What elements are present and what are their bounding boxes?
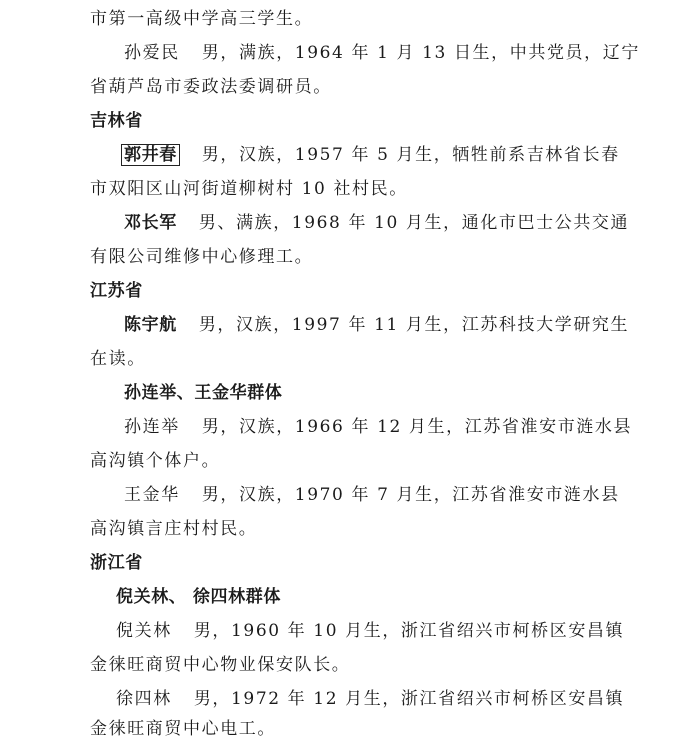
person-entry-line <box>124 144 677 166</box>
person-details: 男，满族，1964 年 1 月 13 日生，中共党员，辽宁 <box>201 43 640 63</box>
person-name: 孙爱民 <box>124 43 180 63</box>
person-name-highlighted: 郭井春 <box>121 144 180 166</box>
person-name: 徐四林 <box>116 689 172 709</box>
person-entry-line <box>116 620 677 642</box>
person-details: 男，1972 年 12 月生，浙江省绍兴市柯桥区安昌镇 <box>193 689 625 709</box>
person-name: 孙连举 <box>124 417 180 437</box>
group-heading <box>116 586 677 608</box>
group-title: 倪关林、 徐四林群体 <box>116 587 281 607</box>
person-details: 男，汉族，1970 年 7 月生，江苏省淮安市涟水县 <box>201 485 620 505</box>
person-name: 王金华 <box>124 485 180 505</box>
line-text: 有限公司维修中心修理工。 <box>90 247 314 267</box>
line-text: 市双阳区山河街道柳树村 10 社村民。 <box>90 179 408 199</box>
person-entry-line <box>124 212 677 234</box>
province-heading-jilin <box>90 110 677 132</box>
province-heading: 吉林省 <box>90 111 143 131</box>
person-details: 男，1960 年 10 月生，浙江省绍兴市柯桥区安昌镇 <box>193 621 625 641</box>
person-entry-line <box>124 314 677 336</box>
province-heading: 浙江省 <box>90 553 143 573</box>
group-heading <box>124 382 677 404</box>
person-details: 男，汉族，1966 年 12 月生，江苏省淮安市涟水县 <box>201 417 633 437</box>
text-line <box>90 76 677 98</box>
person-details: 男、满族，1968 年 10 月生，通化市巴士公共交通 <box>198 213 630 233</box>
line-text: 金徕旺商贸中心电工。 <box>90 719 276 739</box>
text-line <box>90 348 677 370</box>
person-entry-line <box>124 484 677 506</box>
province-heading: 江苏省 <box>90 281 143 301</box>
person-name: 倪关林 <box>116 621 172 641</box>
text-line <box>90 518 677 540</box>
text-line <box>90 654 677 676</box>
person-entry-line <box>124 42 677 64</box>
person-name: 邓长军 <box>124 213 177 233</box>
text-line <box>90 450 677 472</box>
line-text: 市第一高级中学高三学生。 <box>90 9 314 29</box>
line-text: 高沟镇言庄村村民。 <box>90 519 258 539</box>
line-text: 金徕旺商贸中心物业保安队长。 <box>90 655 351 675</box>
province-heading-zhejiang <box>90 552 677 574</box>
text-line <box>90 246 677 268</box>
line-text: 在读。 <box>90 349 146 369</box>
line-text: 省葫芦岛市委政法委调研员。 <box>90 77 332 97</box>
line-text: 高沟镇个体户。 <box>90 451 221 471</box>
province-heading-jiangsu <box>90 280 677 302</box>
text-line <box>90 178 677 200</box>
person-details: 男，汉族，1997 年 11 月生，江苏科技大学研究生 <box>198 315 630 335</box>
person-entry-line <box>124 416 677 438</box>
person-entry-line <box>116 688 677 710</box>
person-details: 男，汉族，1957 年 5 月生，牺牲前系吉林省长春 <box>201 145 620 165</box>
group-title: 孙连举、王金华群体 <box>124 383 283 403</box>
text-line <box>90 718 677 740</box>
person-name: 陈宇航 <box>124 315 177 335</box>
text-line <box>90 8 677 30</box>
